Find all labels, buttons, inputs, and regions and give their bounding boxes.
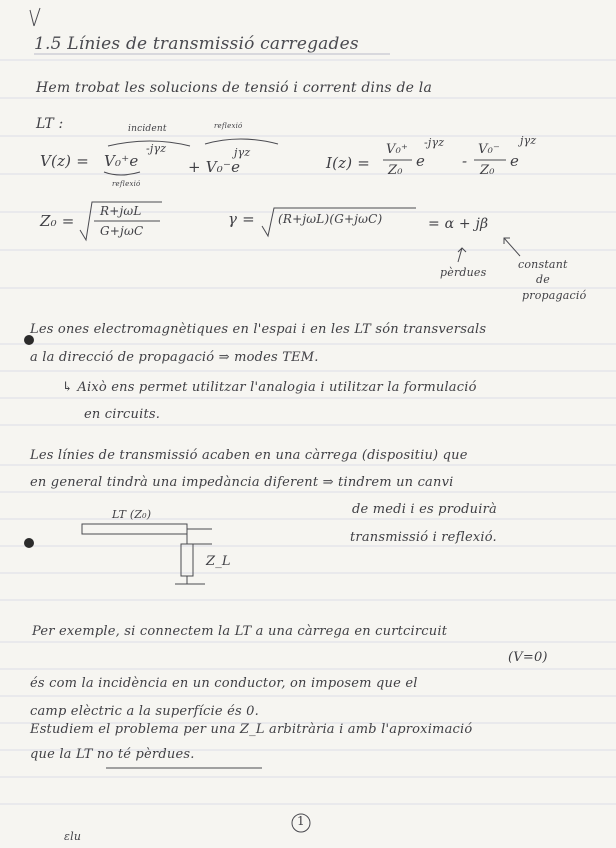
label-incident: incident	[128, 124, 167, 134]
paragraph3-line3: és com la incidència en un conductor, on imposem que el	[30, 676, 418, 691]
label-losses: pèrdues	[440, 266, 487, 279]
current-minus: -	[462, 152, 468, 170]
voltage-term1: V₀⁺e	[104, 152, 139, 170]
paragraph3-line1: Per exemple, si connectem la LT a una càrrega en curtcircuit	[32, 624, 448, 639]
intro-line: Hem trobat les solucions de tensió i corrent dins de la	[36, 80, 432, 96]
bottom-scribble: ɛlu	[64, 830, 82, 843]
label-de: de	[536, 273, 550, 286]
voltage-plus-term: + V₀⁻e	[188, 158, 241, 176]
lt-label: LT :	[36, 116, 64, 132]
impedance-den: G+jωC	[100, 224, 144, 238]
gamma-lhs: γ =	[228, 210, 255, 228]
current-e1: e	[416, 152, 426, 170]
paragraph1-line1: Les ones electromagnètiques en l'espai i en les LT són transversals	[30, 322, 487, 337]
impedance-lhs: Z₀ =	[40, 212, 75, 230]
paragraph3-line2: (V=0)	[508, 650, 548, 665]
paragraph3-line6: que la LT no té pèrdues.	[30, 747, 195, 762]
label-reflected: reflexió	[214, 122, 243, 130]
binder-hole-bottom	[24, 538, 34, 548]
circuit-line-label: LT (Z₀)	[112, 508, 152, 521]
impedance-num: R+jωL	[100, 204, 142, 218]
paragraph2-line1: Les línies de transmissió acaben en una càrrega (dispositiu) que	[30, 448, 468, 463]
paragraph3-line5: Estudiem el problema per una Z_L arbitrària i amb l'aproximació	[30, 722, 473, 737]
paragraph1-line2: a la direcció de propagació ⇒ modes TEM.	[30, 350, 319, 365]
current-lhs: I(z) =	[326, 154, 371, 172]
current-num1: V₀⁺	[386, 142, 409, 157]
voltage-exp2: jγz	[234, 146, 251, 159]
gamma-rhs: = α + jβ	[428, 216, 489, 232]
circuit-load-label: Z_L	[206, 554, 231, 569]
current-num2: V₀⁻	[478, 142, 501, 157]
label-constant: constant	[518, 258, 568, 271]
current-exp2: jγz	[520, 134, 537, 147]
paragraph2-line3: de medi i es produirà	[352, 502, 497, 517]
page-number: 1	[297, 814, 305, 828]
paragraph3-line4: camp elèctric a la superfície és 0.	[30, 704, 259, 719]
current-exp1: -jγz	[424, 136, 445, 149]
paragraph1-note-line1: ↳ Això ens permet utilitzar l'analogia i utilitzar la formulació	[62, 380, 477, 395]
voltage-exp1: -jγz	[146, 142, 167, 155]
gamma-expr: (R+jωL)(G+jωC)	[278, 212, 383, 226]
paragraph2-line4: transmissió i reflexió.	[350, 530, 497, 545]
paragraph1-note-line2: en circuits.	[84, 407, 161, 422]
current-e2: e	[510, 152, 520, 170]
paragraph2-line2: en general tindrà una impedància diferent ⇒ tindrem un canvi	[30, 475, 454, 490]
label-propagation: propagació	[522, 289, 587, 302]
current-den1: Z₀	[388, 163, 403, 178]
label-reflected-under: reflexió	[112, 180, 141, 188]
current-den2: Z₀	[480, 163, 495, 178]
voltage-lhs: V(z) =	[40, 152, 89, 170]
section-title: 1.5 Línies de transmissió carregades	[34, 34, 359, 54]
